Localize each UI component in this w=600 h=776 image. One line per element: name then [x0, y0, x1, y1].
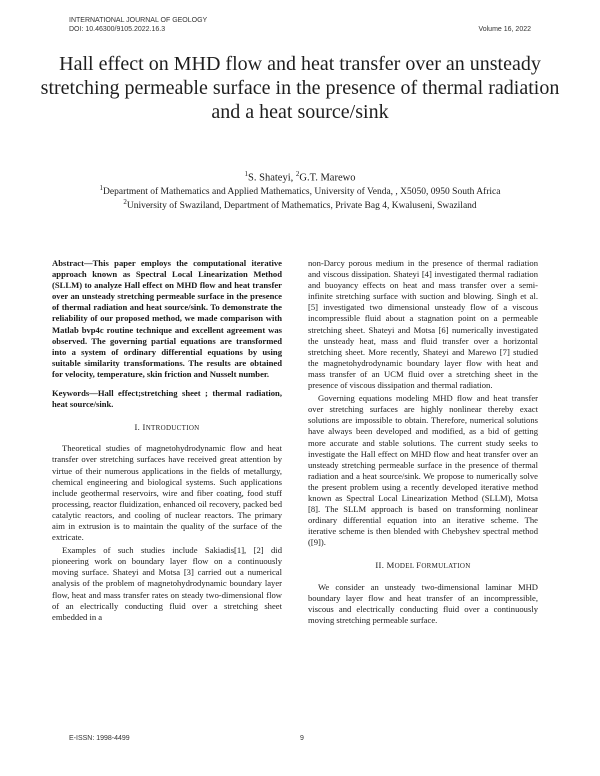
- affiliation-2: [0, 198, 600, 211]
- author-1-marker: 1: [244, 170, 249, 178]
- running-header: [69, 16, 531, 34]
- page-footer: [69, 735, 531, 742]
- affiliation-1-text: Department of Mathematics and Applied Mathematics, University of Venda, , X5050, 0950 South Africa: [103, 187, 501, 198]
- section-2-numeral: II.: [375, 560, 387, 571]
- author-2: G.T. Marewo: [299, 172, 356, 184]
- intro-paragraph-2: Examples of such studies include Sakiadis[1], [2] did pioneering work on boundary layer flow on a continuously moving surface. Shateyi and Motsa [3] carried out a numerical analysis of the problem of magnetohydrodynamic boundary layer flow, heat and mass transfer rates on steady two-dimensional flow of an electrically conducting fluid over a stretching sheet embedded in a: [52, 545, 282, 622]
- section-heading-model-formulation: [308, 560, 538, 572]
- right-paragraph-2: Governing equations modeling MHD flow and heat transfer over stretching surfaces are highly nonlinear thereby exact solutions are impossible to obtain. Therefore, numerical solutions have always been developed and modified, as a bid of getting more accurate and stable solutions. The current study seeks to investigate the Hall effect on MHD flow and heat transfer over an unsteady stretching permeable surface in the presence of thermal radiation and a heat source/sink. We propose to numerically solve the present problem using a recently developed iterative method known as Spectral Local Linearization Method (SLLM), Motsa [8]. The SLLM approach is based on transforming nonlinear ordinary differential equation into an iterative scheme. The iterative scheme is then blended with Chebyshev spectral method ([9]).: [308, 393, 538, 548]
- doi[interactable]: DOI: 10.46300/9105.2022.16.3: [69, 26, 166, 33]
- model-paragraph-1: We consider an unsteady two-dimensional laminar MHD boundary layer flow and heat transfer of an incompressible, viscous and electrically conducting fluid over a continuously moving stretching permeable surface.: [308, 581, 538, 625]
- section-1-initial: I: [142, 422, 146, 433]
- section-2-initial: M: [386, 560, 395, 571]
- section-heading-introduction: [52, 422, 282, 434]
- page-number: 9: [300, 735, 304, 742]
- affiliation-1-marker: 1: [99, 184, 104, 192]
- affiliation-2-marker: 2: [123, 198, 127, 206]
- section-2-initial-2: F: [416, 560, 422, 571]
- section-2-rest-2: ORMULATION: [421, 562, 471, 571]
- section-1-numeral: I.: [134, 422, 143, 433]
- author-2-marker: 2: [295, 170, 300, 178]
- eissn: E-ISSN: 1998-4499: [69, 735, 130, 742]
- volume: Volume 16, 2022: [478, 26, 531, 33]
- section-1-rest: NTRODUCTION: [145, 424, 200, 433]
- abstract: Abstract—This paper employs the computational iterative approach known as Spectral Local Linearization Method (SLLM) to analyze Hall effect on MHD flow and heat transfer over an unsteady stretching permeable surface in the presence of thermal radiation and heat source/sink. To demonstrate the reliability of our proposed method, we made comparison with Matlab bvp4c routine technique and excellent agreement was observed. The governing partial equations are transformed into a system of ordinary differential equations by using suitable similarity transformations. The results are obtained for velocity, temperature, skin friction and Nusselt number.: [52, 258, 282, 379]
- affiliation-2-text: University of Swaziland, Department of Mathematics, Private Bag 4, Kwaluseni, Swaziland: [126, 201, 477, 212]
- paper-title: Hall effect on MHD flow and heat transfer over an unsteady stretching permeable surface in the presence of thermal radiation and a heat source/sink: [40, 53, 560, 123]
- author-1: S. Shateyi,: [248, 172, 296, 184]
- authors: [0, 170, 600, 184]
- section-2-rest: ODEL: [394, 562, 417, 571]
- right-paragraph-1: non-Darcy porous medium in the presence of thermal radiation and viscous dissipation. Shateyi [4] investigated thermal radiation and buoyancy effects on heat and mass transfer over a semi-infinite stretching surface with suction and blowing. Singh et al. [5] investigated two dimensional unsteady flow of a viscous incompressible fluid about a stagnation point on a permeable stretching sheet. Shateyi and Motsa [6] numerically investigated the unsteady heat, mass and fluid transfer over a horizontal stretching sheet. More recently, Shateyi and Marewo [7] studied the magnetohydrodynamic boundary layer flow with heat and mass transfer of an UCM fluid over a stretching sheet in the presence of viscous dissipation and thermal radiation.: [308, 258, 538, 391]
- left-column: [52, 258, 282, 625]
- intro-paragraph-1: Theoretical studies of magnetohydrodynamic flow and heat transfer over stretching surfaces have received great attention by virtue of their numerous applications in the fields of metallurgy, chemical engineering and biological systems. Such applications include geothermal reservoirs, wire and fiber coating, food stuff processing, reactor fluidization, enhanced oil recovery, packed bed catalytic reactors, and cooling of nuclear reactors. The primary aim in extrusion is to maintain the quality of the surface of the extricate.: [52, 443, 282, 543]
- affiliation-1: [0, 184, 600, 197]
- right-column: [308, 258, 538, 628]
- keywords: Keywords—Hall effect;stretching sheet ; thermal radiation, heat source/sink.: [52, 388, 282, 410]
- journal-name: INTERNATIONAL JOURNAL OF GEOLOGY: [69, 17, 208, 24]
